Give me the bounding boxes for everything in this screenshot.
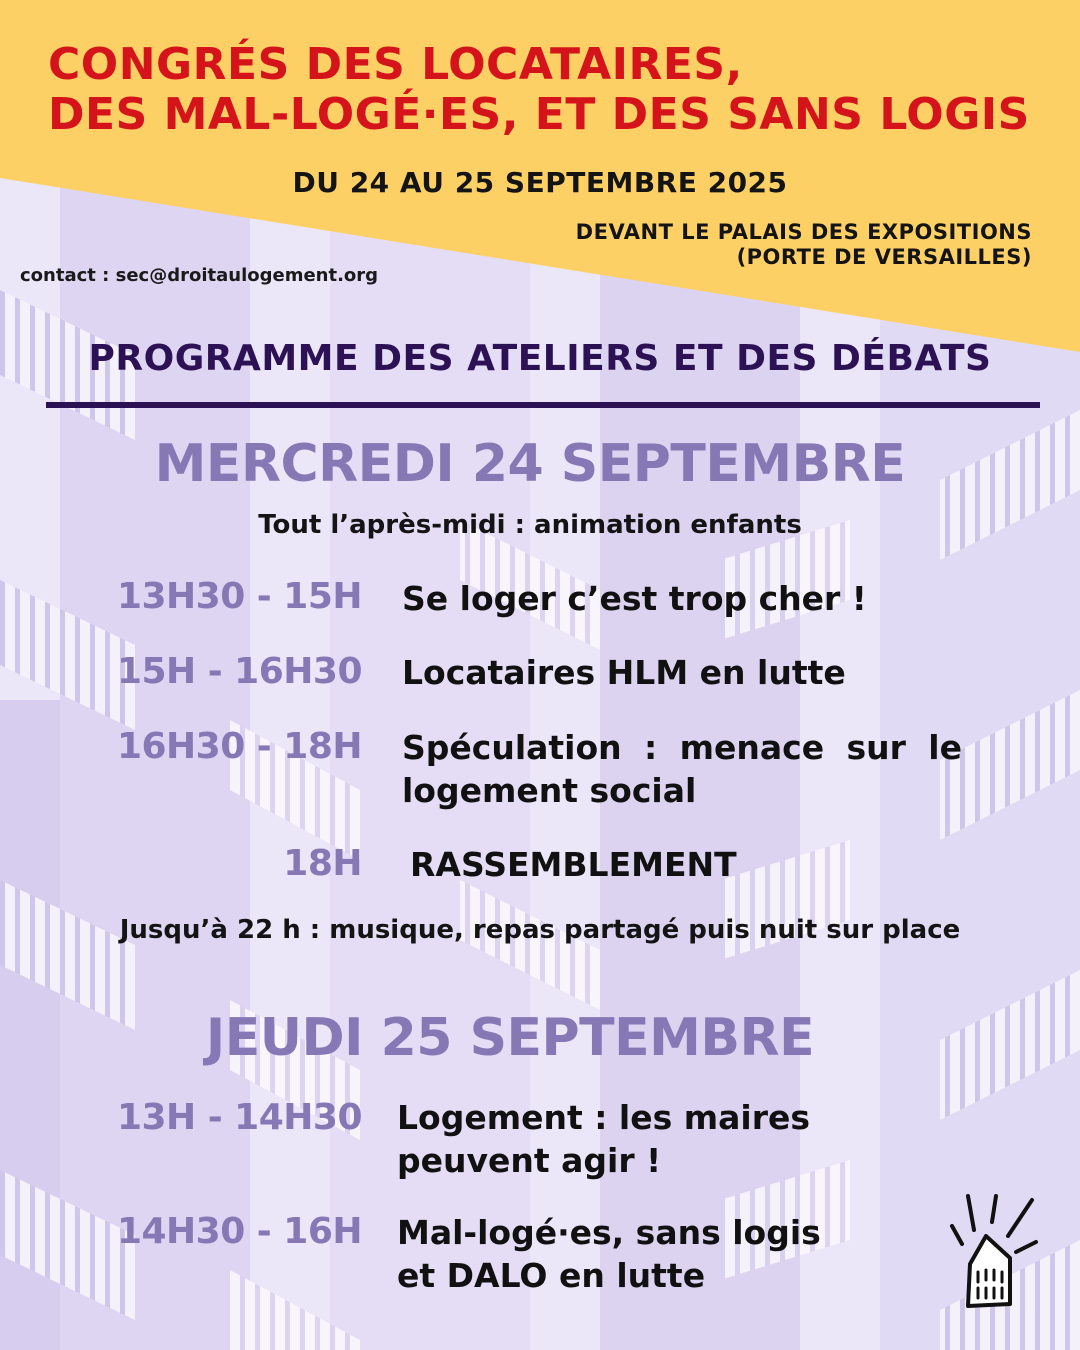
session-time: 13H - 14H30 [116, 1097, 362, 1138]
session-topic: Locataires HLM en lutte [402, 653, 846, 692]
session-topic: Se loger c’est trop cher ! [402, 579, 867, 618]
venue-line-1: DEVANT LE PALAIS DES EXPOSITIONS [575, 220, 1032, 244]
session-time: 18H [283, 843, 362, 884]
session-topic: Spéculation : menace sur le logement social [402, 728, 962, 810]
day-1-evening: Jusqu’à 22 h : musique, repas partagé puis nuit sur place [119, 915, 961, 945]
event-venue [576, 220, 1032, 270]
session-topic-line-1: Logement : les maires [397, 1098, 810, 1137]
session-topic-line-2: et DALO en lutte [397, 1256, 706, 1295]
session-time: 16H30 - 18H [116, 726, 362, 767]
venue-line-2: (PORTE DE VERSAILLES) [736, 245, 1032, 269]
session-topic-line-1: Mal-logé·es, sans logis [397, 1213, 821, 1252]
title-divider [46, 402, 1040, 408]
event-dates: DU 24 AU 25 SEPTEMBRE 2025 [292, 166, 788, 199]
program-title: PROGRAMME DES ATELIERS ET DES DÉBATS [88, 338, 992, 379]
day-2-title: JEUDI 25 SEPTEMBRE [205, 1008, 815, 1068]
session-topic [397, 1211, 821, 1297]
title-line-2: DES MAL-LOGÉ·ES, ET DES SANS LOGIS [48, 89, 1030, 140]
session-topic: RASSEMBLEMENT [410, 845, 737, 884]
day-1-title: MERCREDI 24 SEPTEMBRE [154, 434, 906, 494]
session-topic [397, 1096, 810, 1182]
day-1-note: Tout l’après-midi : animation enfants [258, 510, 802, 540]
session-time: 15H - 16H30 [116, 651, 362, 692]
session-time: 14H30 - 16H [116, 1211, 362, 1252]
droit-au-logement-house-icon [940, 1186, 1044, 1316]
contact-email: contact : sec@droitaulogement.org [20, 265, 379, 286]
session-time: 13H30 - 15H [116, 576, 362, 617]
title-line-1: CONGRÉS DES LOCATAIRES, [48, 39, 743, 90]
session-topic-line-2: peuvent agir ! [397, 1141, 662, 1180]
event-title [48, 40, 1058, 140]
